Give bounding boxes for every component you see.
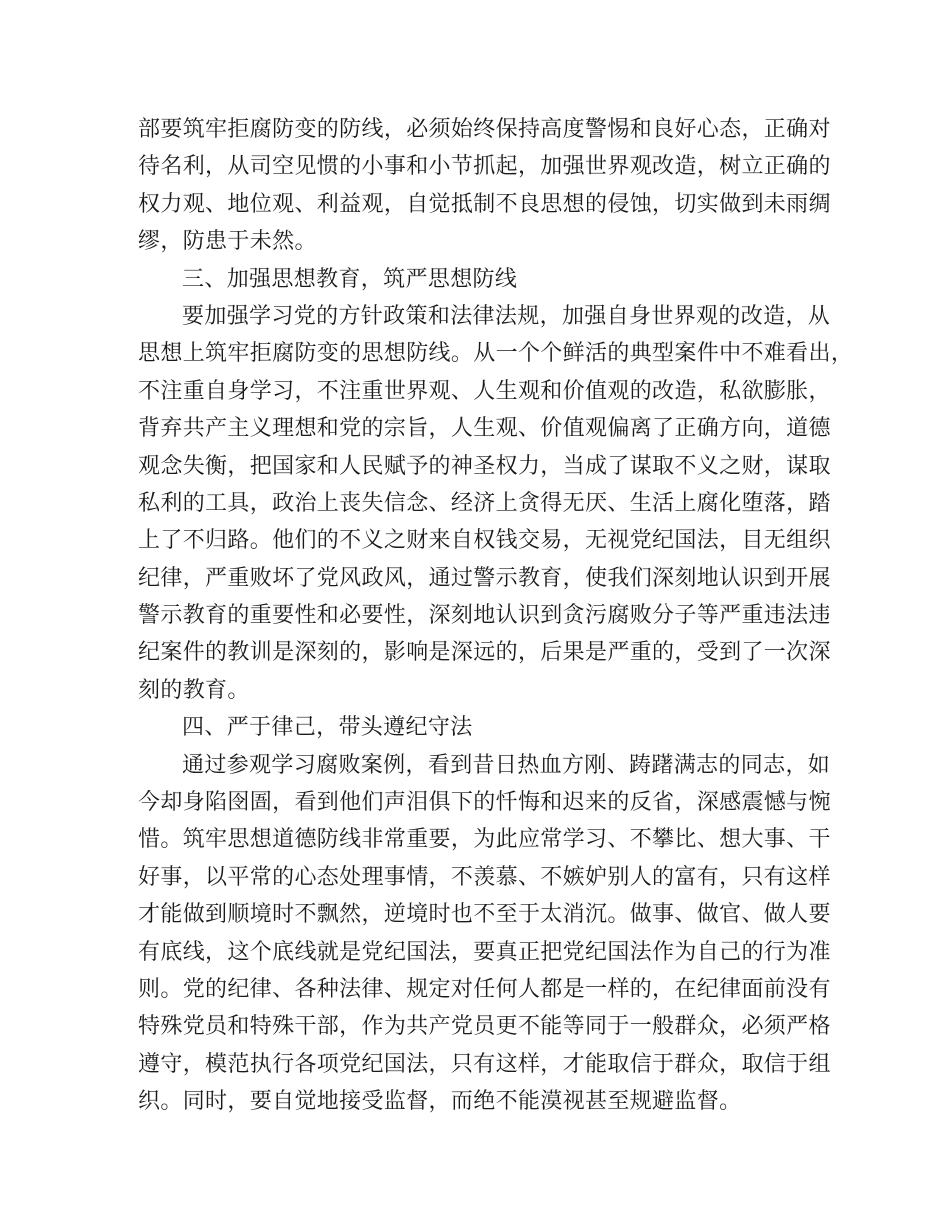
paragraph-line: 警示教育的重要性和必要性，深刻地认识到贪污腐败分子等严重违法违 <box>138 603 831 629</box>
paragraph-line: 上了不归路。他们的不义之财来自权钱交易，无视党纪国法，目无组织 <box>138 528 831 554</box>
paragraph-line: 权力观、地位观、利益观，自觉抵制不良思想的侵蚀，切实做到未雨绸 <box>138 191 831 217</box>
paragraph-line: 惜。筑牢思想道德防线非常重要，为此应常学习、不攀比、想大事、干 <box>138 827 831 853</box>
paragraph-line: 私利的工具，政治上丧失信念、经济上贪得无厌、生活上腐化堕落，踏 <box>138 490 831 516</box>
paragraph-line: 遵守，模范执行各项党纪国法，只有这样，才能取信于群众，取信于组 <box>138 1051 831 1077</box>
paragraph-line: 部要筑牢拒腐防变的防线，必须始终保持高度警惕和良好心态，正确对 <box>138 117 831 142</box>
paragraph-line: 纪案件的教训是深刻的，影响是深远的，后果是严重的，受到了一次深 <box>138 640 831 666</box>
section-heading-4: 四、严于律己，带头遵纪守法 <box>182 715 473 741</box>
paragraph-line: 通过参观学习腐败案例，看到昔日热血方刚、踌躇满志的同志，如 <box>182 752 831 778</box>
paragraph-line: 待名利，从司空见惯的小事和小节抓起，加强世界观改造，树立正确的 <box>138 154 831 180</box>
paragraph-line: 背弃共产主义理想和党的宗旨，人生观、价值观偏离了正确方向，道德 <box>138 416 831 442</box>
paragraph-line: 有底线，这个底线就是党纪国法，要真正把党纪国法作为自己的行为准 <box>138 939 831 965</box>
section-heading-3: 三、加强思想教育，筑严思想防线 <box>182 266 518 292</box>
paragraph-line: 要加强学习党的方针政策和法律法规，加强自身世界观的改造，从 <box>182 303 831 329</box>
paragraph-line: 今却身陷囹圄，看到他们声泪俱下的忏悔和迟来的反省，深感震憾与惋 <box>138 790 831 816</box>
paragraph-line: 思想上筑牢拒腐防变的思想防线。从一个个鲜活的典型案件中不难看出， <box>138 341 854 367</box>
paragraph-line: 刻的教育。 <box>138 677 250 703</box>
paragraph-line: 纪律，严重败坏了党风政风，通过警示教育，使我们深刻地认识到开展 <box>138 565 831 591</box>
paragraph-line: 特殊党员和特殊干部，作为共产党员更不能等同于一般群众，必须严格 <box>138 1014 831 1040</box>
paragraph-line: 则。党的纪律、各种法律、规定对任何人都是一样的，在纪律面前没有 <box>138 976 831 1002</box>
paragraph-line: 才能做到顺境时不飘然，逆境时也不至于太消沉。做事、做官、做人要 <box>138 902 831 928</box>
paragraph-line: 观念失衡，把国家和人民赋予的神圣权力，当成了谋取不义之财，谋取 <box>138 453 831 479</box>
paragraph-line: 织。同时，要自觉地接受监督，而绝不能漠视甚至规避监督。 <box>138 1089 742 1115</box>
paragraph-line: 好事，以平常的心态处理事情，不羡慕、不嫉妒别人的富有，只有这样 <box>138 864 831 890</box>
document-body <box>138 111 854 1121</box>
paragraph-line: 缪，防患于未然。 <box>138 229 317 255</box>
paragraph-line: 不注重自身学习，不注重世界观、人生观和价值观的改造，私欲膨胀， <box>138 378 831 404</box>
